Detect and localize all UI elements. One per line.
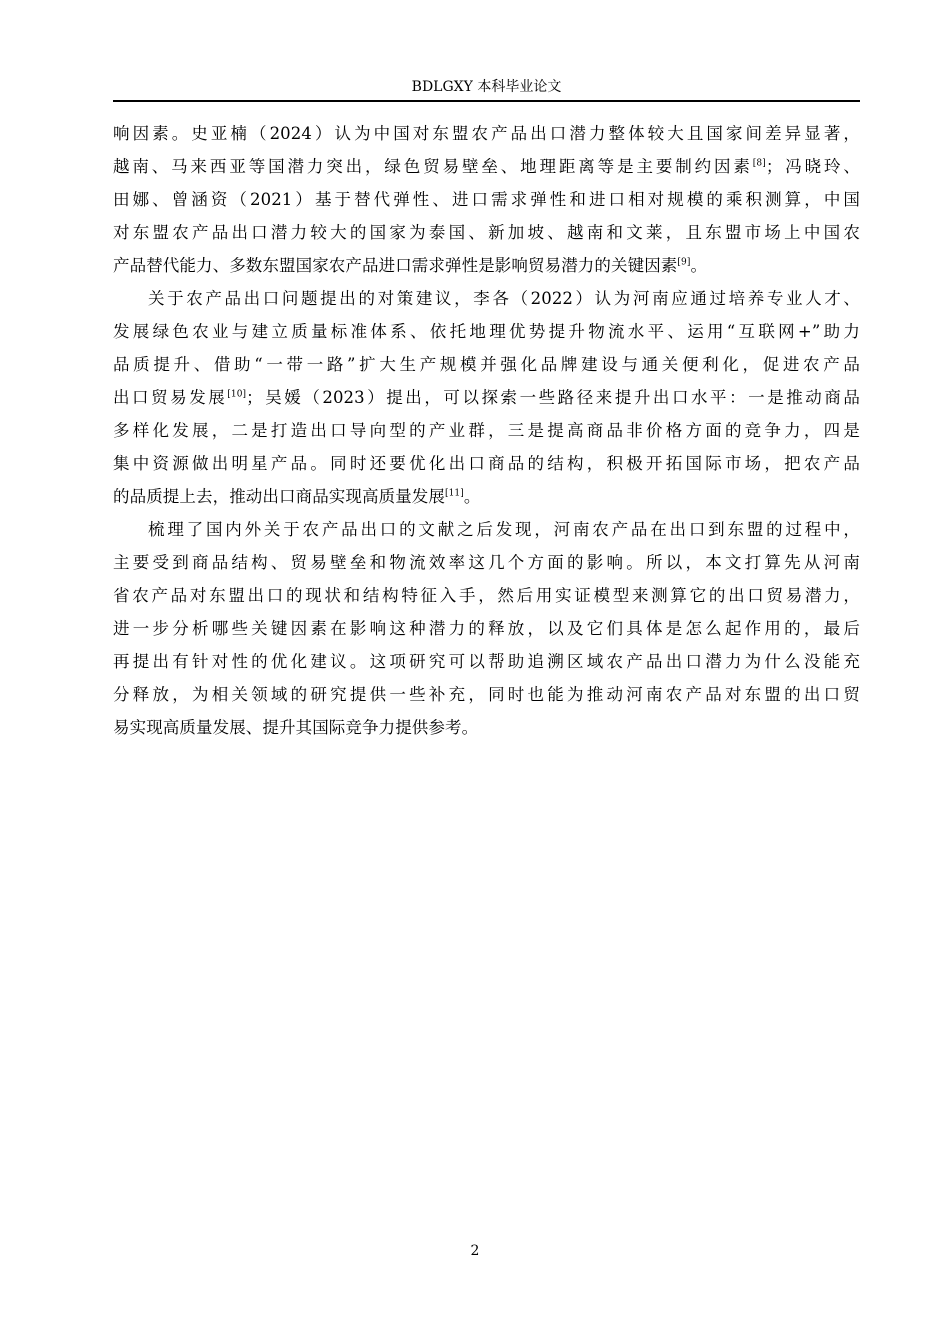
line-text: 分释放，为相关领域的研究提供一些补充，同时也能为推动河南农产品对东盟的出口贸 [113, 685, 860, 704]
text-line [113, 249, 860, 282]
text-line [113, 282, 860, 315]
text-line [113, 678, 860, 711]
line-text: 对东盟农产品出口潜力较大的国家为泰国、新加坡、越南和文莱，且东盟市场上中国农 [113, 223, 860, 242]
text-line [113, 117, 860, 150]
body-text [113, 117, 860, 744]
line-text: 响因素。史亚楠（2024）认为中国对东盟农产品出口潜力整体较大且国家间差异显著， [113, 124, 860, 143]
running-header: BDLGXY 本科毕业论文 [411, 79, 562, 95]
line-text-after: ；冯晓玲、 [765, 157, 860, 176]
text-line [113, 612, 860, 645]
line-text: 集中资源做出明星产品。同时还要优化出口商品的结构，积极开拓国际市场，把农产品 [113, 454, 860, 473]
line-text: 发展绿色农业与建立质量标准体系、依托地理优势提升物流水平、运用“互联网+”助力 [113, 322, 860, 341]
citation-ref: [11] [445, 488, 464, 499]
citation-ref: [10] [227, 389, 247, 400]
text-line [113, 381, 860, 414]
text-line [113, 711, 860, 744]
line-text: 进一步分析哪些关键因素在影响这种潜力的释放，以及它们具体是怎么起作用的，最后 [113, 619, 860, 638]
line-text: 品质提升、借助“一带一路”扩大生产规模并强化品牌建设与通关便利化，促进农产品 [113, 355, 860, 374]
line-text: 出口贸易发展 [113, 388, 228, 407]
line-text: 梳理了国内外关于农产品出口的文献之后发现，河南农产品在出口到东盟的过程中， [148, 520, 860, 539]
line-text: 田娜、曾涵资（2021）基于替代弹性、进口需求弹性和进口相对规模的乘积测算，中国 [113, 190, 860, 209]
line-text: 多样化发展，二是打造出口导向型的产业群，三是提高商品非价格方面的竞争力，四是 [113, 421, 860, 440]
text-line [113, 579, 860, 612]
line-text: 产品替代能力、多数东盟国家农产品进口需求弹性是影响贸易潜力的关键因素 [113, 256, 678, 275]
paragraph [113, 282, 860, 513]
citation-ref: [8] [752, 158, 766, 169]
line-text: 关于农产品出口问题提出的对策建议，李各（2022）认为河南应通过培养专业人才、 [148, 289, 860, 308]
text-line [113, 315, 860, 348]
line-text-after: ；吴媛（2023）提出，可以探索一些路径来提升出口水平：一是推动商品 [246, 388, 860, 407]
line-text: 越南、马来西亚等国潜力突出，绿色贸易壁垒、地理距离等是主要制约因素 [113, 157, 753, 176]
text-line [113, 414, 860, 447]
line-text: 再提出有针对性的优化建议。这项研究可以帮助追溯区域农产品出口潜力为什么没能充 [113, 652, 860, 671]
line-text: 的品质提上去，推动出口商品实现高质量发展 [113, 487, 445, 506]
citation-ref: [9] [677, 257, 691, 268]
text-line [113, 348, 860, 381]
header-rule [113, 100, 860, 102]
paragraph [113, 117, 860, 282]
line-text: 主要受到商品结构、贸易壁垒和物流效率这几个方面的影响。所以，本文打算先从河南 [113, 553, 860, 572]
text-line [113, 546, 860, 579]
text-line [113, 645, 860, 678]
page-number: 2 [470, 1243, 480, 1259]
line-text-after: 。 [690, 256, 708, 275]
line-text: 易实现高质量发展、提升其国际竞争力提供参考。 [113, 718, 479, 737]
text-line [113, 480, 860, 513]
text-line [113, 447, 860, 480]
line-text: 省农产品对东盟出口的现状和结构特征入手，然后用实证模型来测算它的出口贸易潜力， [113, 586, 860, 605]
text-line [113, 183, 860, 216]
line-text-after: 。 [463, 487, 481, 506]
text-line [113, 150, 860, 183]
text-line [113, 216, 860, 249]
text-line [113, 513, 860, 546]
paragraph [113, 513, 860, 744]
